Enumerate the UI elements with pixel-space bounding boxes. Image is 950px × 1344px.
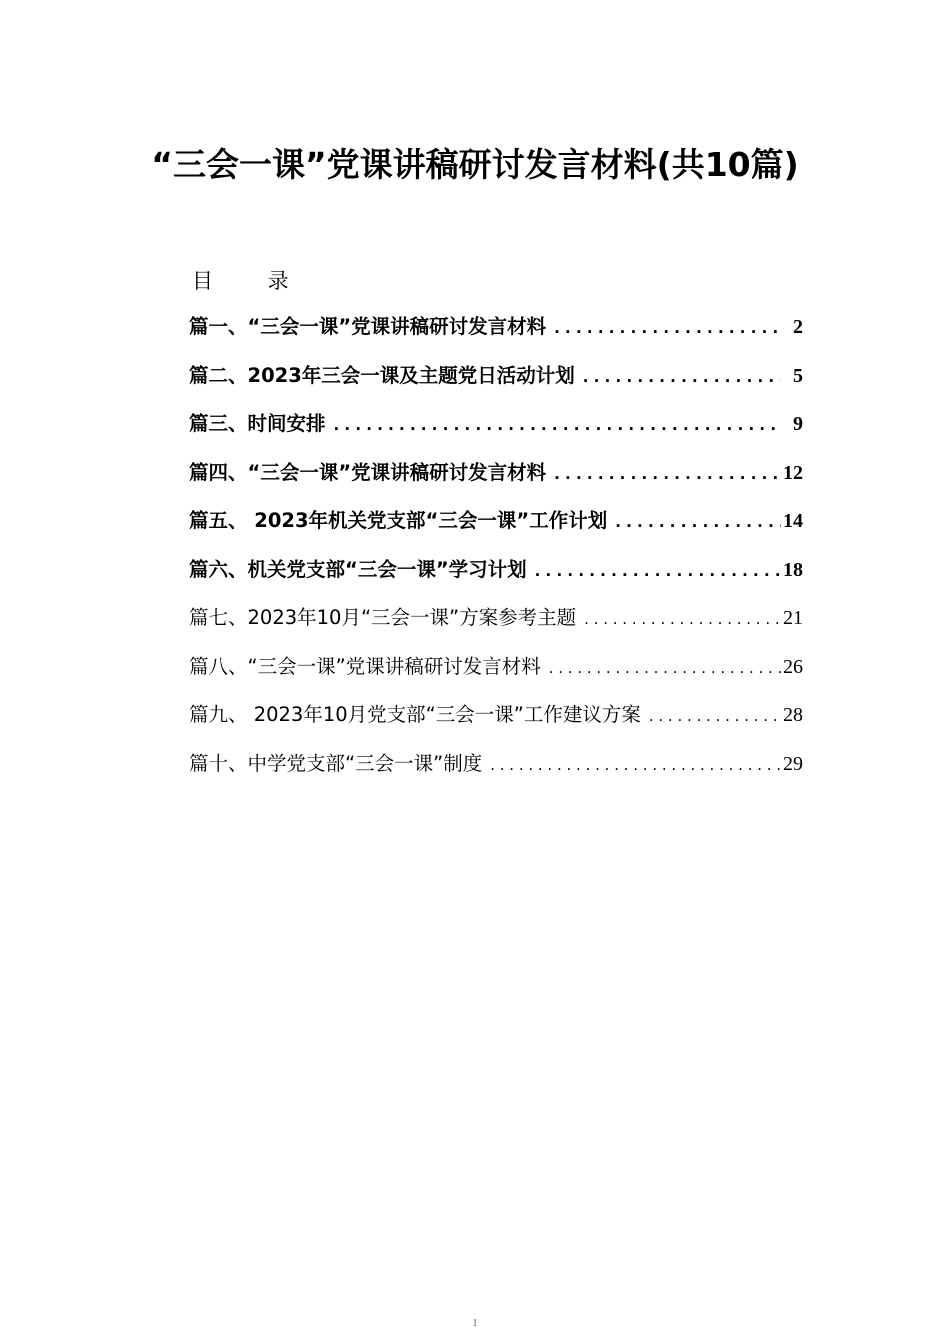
- toc-entry-page: 12: [783, 461, 803, 484]
- toc-leader-dots: [482, 748, 781, 782]
- toc-entry[interactable]: [189, 456, 803, 505]
- toc-entry[interactable]: [189, 553, 803, 602]
- toc-entry-page: 26: [783, 655, 803, 678]
- toc-heading: 目 录: [192, 269, 313, 293]
- toc-entry[interactable]: [189, 407, 803, 456]
- toc-entry[interactable]: [189, 747, 803, 796]
- toc-entry-page: 5: [793, 364, 803, 387]
- toc-leader-dots: [641, 699, 781, 733]
- toc-entry-label: 篇一、“三会一课”党课讲稿研讨发言材料: [189, 315, 547, 338]
- table-of-contents: [189, 310, 803, 795]
- toc-entry-page: 9: [793, 413, 803, 435]
- toc-entry-label: 篇九、 2023年10月党支部“三会一课”工作建议方案: [189, 703, 641, 726]
- toc-entry-page: 28: [783, 704, 803, 726]
- footer-page-number: 1: [472, 1318, 478, 1329]
- toc-entry-label: 篇八、“三会一课”党课讲稿研讨发言材料: [189, 654, 541, 678]
- toc-entry-label: 篇三、时间安排: [189, 412, 326, 435]
- toc-entry-label: 篇四、“三会一课”党课讲稿研讨发言材料: [189, 460, 547, 484]
- toc-entry-label: 篇五、 2023年机关党支部“三会一课”工作计划: [189, 509, 608, 532]
- toc-leader-dots: [576, 602, 781, 636]
- toc-entry-page: 18: [783, 558, 803, 581]
- toc-leader-dots: [546, 311, 781, 345]
- toc-leader-dots: [541, 651, 781, 685]
- toc-leader-dots: [527, 554, 781, 588]
- toc-entry[interactable]: [189, 359, 803, 408]
- toc-entry[interactable]: [189, 310, 803, 359]
- toc-entry[interactable]: [189, 698, 803, 747]
- toc-leader-dots: [326, 408, 781, 442]
- toc-entry[interactable]: [189, 504, 803, 553]
- toc-entry-page: 14: [783, 510, 803, 532]
- toc-entry[interactable]: [189, 650, 803, 699]
- toc-entry-label: 篇七、2023年10月“三会一课”方案参考主题: [189, 606, 577, 629]
- toc-entry-label: 篇十、中学党支部“三会一课”制度: [189, 751, 483, 775]
- toc-entry-page: 29: [783, 752, 803, 775]
- toc-entry-label: 篇六、机关党支部“三会一课”学习计划: [189, 557, 527, 581]
- document-title: “三会一课”党课讲稿研讨发言材料(共10篇): [151, 145, 799, 184]
- toc-entry-page: 21: [783, 607, 803, 629]
- toc-leader-dots: [546, 457, 781, 491]
- toc-entry[interactable]: [189, 601, 803, 650]
- toc-entry-page: 2: [793, 316, 803, 338]
- toc-leader-dots: [575, 360, 781, 394]
- toc-leader-dots: [607, 505, 781, 539]
- toc-entry-label: 篇二、2023年三会一课及主题党日活动计划: [189, 363, 575, 387]
